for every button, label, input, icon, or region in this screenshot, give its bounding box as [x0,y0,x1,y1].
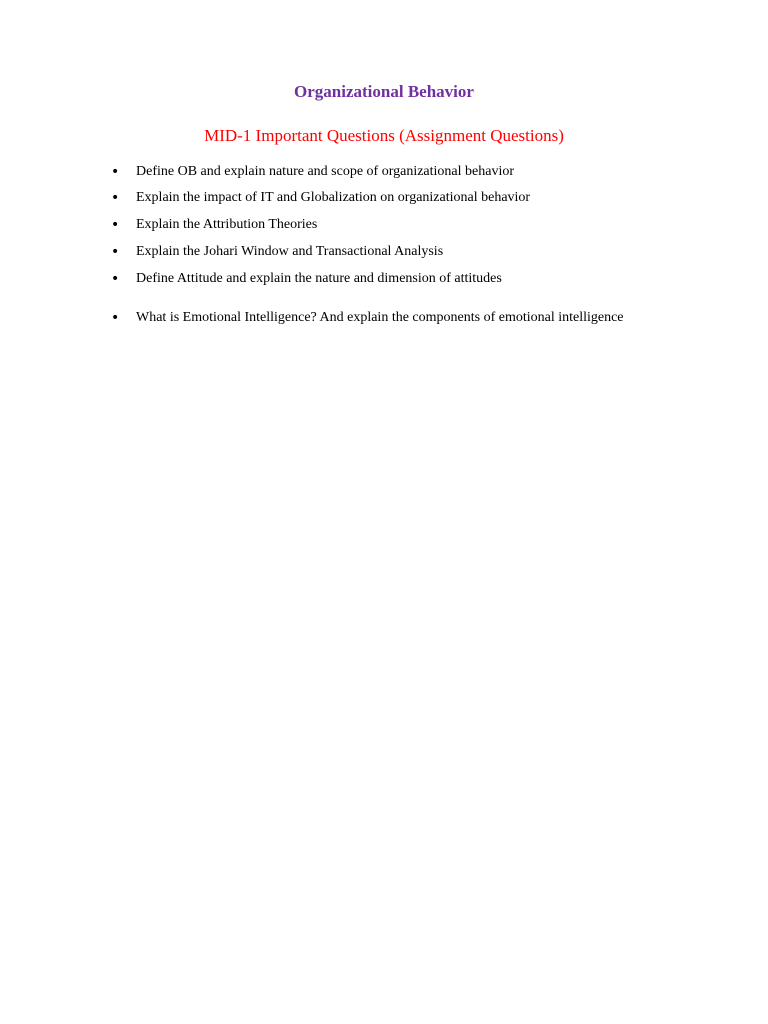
list-item [111,242,751,262]
question-text: Explain the Attribution Theories [136,217,318,232]
list-item [111,162,751,182]
list-item [111,215,751,235]
question-text: Explain the Johari Window and Transactional Analysis [136,244,444,259]
list-item [111,308,751,328]
bullet-icon: • [111,271,120,287]
document-subtitle: MID-1 Important Questions (Assignment Questions) [204,126,564,145]
bullet-icon: • [111,190,120,206]
list-item [111,269,751,289]
question-text: Define Attitude and explain the nature and dimension of attitudes [136,271,502,286]
list-item [111,188,751,208]
bullet-icon: • [111,217,120,233]
document-title: Organizational Behavior [294,82,474,101]
question-text: Define OB and explain nature and scope of organizational behavior [136,164,514,179]
bullet-icon: • [111,310,120,326]
question-text: Explain the impact of IT and Globalization on organizational behavior [136,190,531,205]
question-text: What is Emotional Intelligence? And explain the components of emotional intelligence [136,310,624,325]
bullet-icon: • [111,164,120,180]
bullet-icon: • [111,244,120,260]
